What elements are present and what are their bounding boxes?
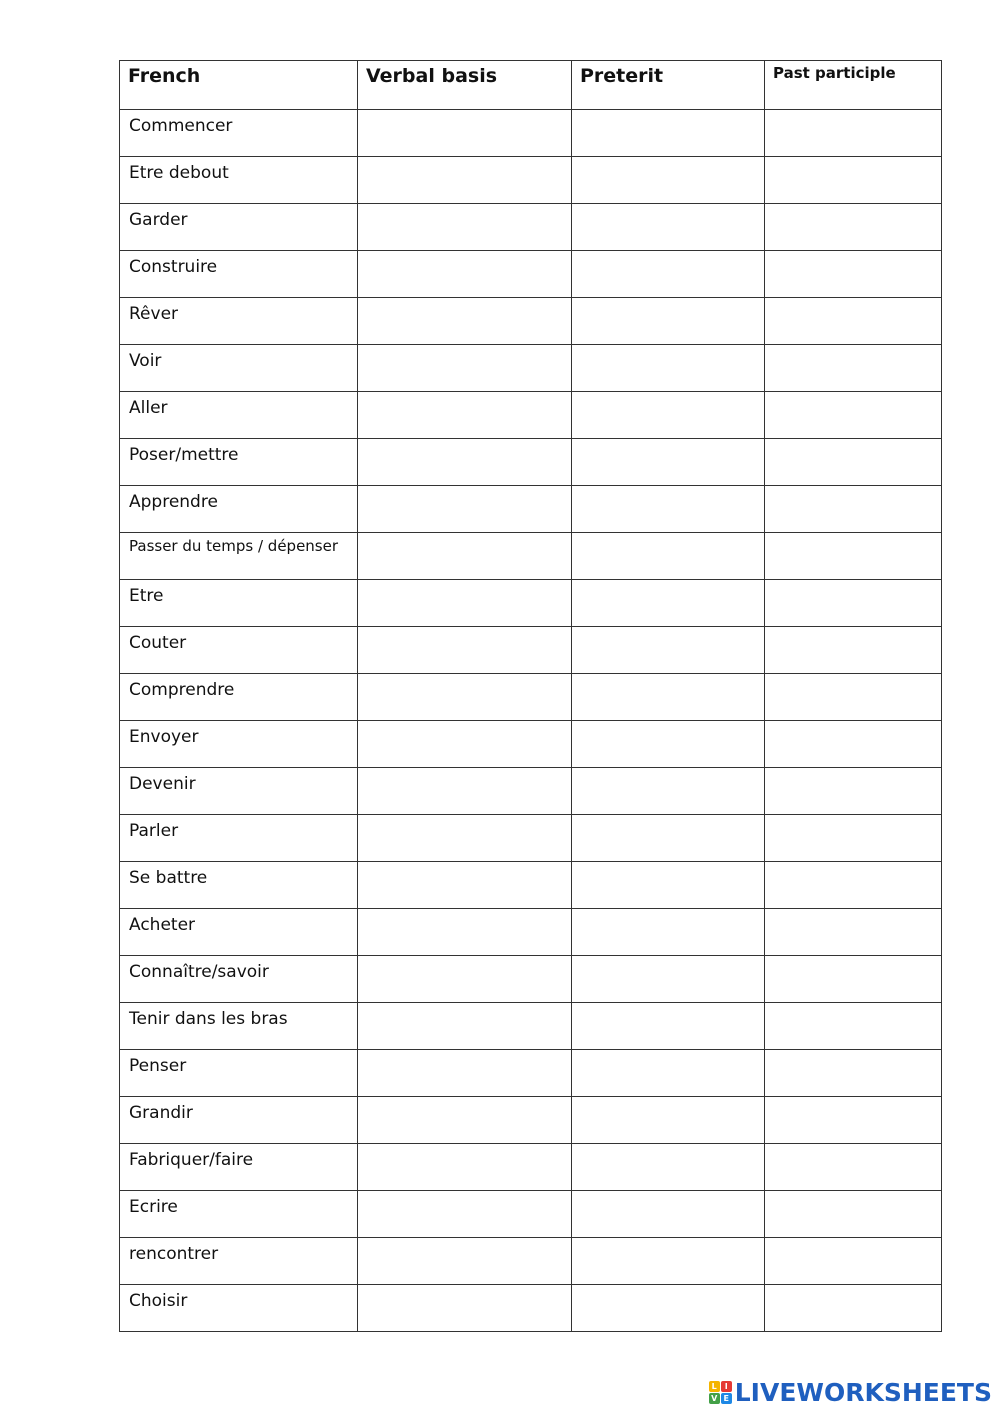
preterit-answer-input[interactable] — [572, 1238, 764, 1284]
verbal-basis-answer-input[interactable] — [358, 439, 571, 485]
table-row — [120, 1238, 942, 1285]
verbal-basis-answer-input[interactable] — [358, 909, 571, 955]
past-participle-cell — [765, 486, 942, 533]
past-participle-answer-input[interactable] — [765, 533, 941, 579]
preterit-cell — [572, 768, 765, 815]
verbal-basis-cell — [358, 298, 572, 345]
past-participle-answer-input[interactable] — [765, 768, 941, 814]
verbal-basis-answer-input[interactable] — [358, 1285, 571, 1331]
verbal-basis-cell — [358, 1050, 572, 1097]
verbal-basis-answer-input[interactable] — [358, 862, 571, 908]
past-participle-cell — [765, 298, 942, 345]
preterit-cell — [572, 1238, 765, 1285]
preterit-cell — [572, 862, 765, 909]
liveworksheets-brand — [709, 1378, 992, 1407]
table-row — [120, 204, 942, 251]
verbal-basis-cell — [358, 815, 572, 862]
preterit-cell — [572, 674, 765, 721]
past-participle-cell — [765, 157, 942, 204]
verbal-basis-answer-input[interactable] — [358, 674, 571, 720]
french-verb-cell: rencontrer — [120, 1238, 358, 1285]
verbal-basis-cell — [358, 1144, 572, 1191]
preterit-answer-input[interactable] — [572, 392, 764, 438]
verbal-basis-cell — [358, 956, 572, 1003]
preterit-answer-input[interactable] — [572, 1097, 764, 1143]
preterit-answer-input[interactable] — [572, 768, 764, 814]
french-verb-cell: Etre — [120, 580, 358, 627]
preterit-answer-input[interactable] — [572, 533, 764, 579]
verbal-basis-cell — [358, 909, 572, 956]
french-verb-cell: Choisir — [120, 1285, 358, 1332]
past-participle-cell — [765, 439, 942, 486]
preterit-cell — [572, 815, 765, 862]
table-row — [120, 157, 942, 204]
past-participle-cell — [765, 1238, 942, 1285]
preterit-answer-input[interactable] — [572, 204, 764, 250]
verbal-basis-cell — [358, 392, 572, 439]
brand-name: LIVEWORKSHEETS — [734, 1378, 992, 1407]
past-participle-answer-input[interactable] — [765, 1003, 941, 1049]
past-participle-cell — [765, 768, 942, 815]
preterit-answer-input[interactable] — [572, 251, 764, 297]
past-participle-cell — [765, 909, 942, 956]
verbal-basis-answer-input[interactable] — [358, 298, 571, 344]
header-verbal-basis: Verbal basis — [358, 61, 572, 110]
past-participle-answer-input[interactable] — [765, 674, 941, 720]
past-participle-cell — [765, 580, 942, 627]
preterit-cell — [572, 580, 765, 627]
past-participle-answer-input[interactable] — [765, 1191, 941, 1237]
preterit-answer-input[interactable] — [572, 627, 764, 673]
verbal-basis-cell — [358, 486, 572, 533]
past-participle-answer-input[interactable] — [765, 1097, 941, 1143]
verbal-basis-answer-input[interactable] — [358, 1191, 571, 1237]
verbal-basis-answer-input[interactable] — [358, 768, 571, 814]
french-verb-cell: Apprendre — [120, 486, 358, 533]
preterit-cell — [572, 392, 765, 439]
past-participle-cell — [765, 1097, 942, 1144]
preterit-answer-input[interactable] — [572, 580, 764, 626]
past-participle-answer-input[interactable] — [765, 439, 941, 485]
french-verb-cell: Fabriquer/faire — [120, 1144, 358, 1191]
verbal-basis-answer-input[interactable] — [358, 1238, 571, 1284]
verbal-basis-cell — [358, 1238, 572, 1285]
past-participle-answer-input[interactable] — [765, 1050, 941, 1096]
preterit-answer-input[interactable] — [572, 1003, 764, 1049]
preterit-cell — [572, 533, 765, 580]
verbal-basis-cell — [358, 1003, 572, 1050]
french-verb-cell: Garder — [120, 204, 358, 251]
preterit-cell — [572, 909, 765, 956]
preterit-answer-input[interactable] — [572, 1144, 764, 1190]
preterit-cell — [572, 956, 765, 1003]
verbal-basis-answer-input[interactable] — [358, 1050, 571, 1096]
past-participle-cell — [765, 533, 942, 580]
table-row — [120, 1003, 942, 1050]
verbal-basis-cell — [358, 721, 572, 768]
table-row — [120, 768, 942, 815]
verbal-basis-cell — [358, 533, 572, 580]
preterit-cell — [572, 1144, 765, 1191]
french-verb-cell: Rêver — [120, 298, 358, 345]
verbal-basis-cell — [358, 768, 572, 815]
preterit-answer-input[interactable] — [572, 721, 764, 767]
verbal-basis-cell — [358, 157, 572, 204]
preterit-cell — [572, 439, 765, 486]
table-row — [120, 533, 942, 580]
past-participle-answer-input[interactable] — [765, 110, 941, 156]
past-participle-answer-input[interactable] — [765, 204, 941, 250]
preterit-cell — [572, 204, 765, 251]
preterit-answer-input[interactable] — [572, 1285, 764, 1331]
preterit-cell — [572, 345, 765, 392]
verbal-basis-answer-input[interactable] — [358, 110, 571, 156]
past-participle-answer-input[interactable] — [765, 1238, 941, 1284]
verbal-basis-answer-input[interactable] — [358, 533, 571, 579]
french-verb-cell: Grandir — [120, 1097, 358, 1144]
verbal-basis-cell — [358, 1097, 572, 1144]
french-verb-cell: Devenir — [120, 768, 358, 815]
verbal-basis-answer-input[interactable] — [358, 580, 571, 626]
french-verb-cell: Aller — [120, 392, 358, 439]
table-row — [120, 439, 942, 486]
past-participle-cell — [765, 1050, 942, 1097]
verbal-basis-answer-input[interactable] — [358, 392, 571, 438]
past-participle-answer-input[interactable] — [765, 909, 941, 955]
preterit-cell — [572, 1191, 765, 1238]
table-row — [120, 1097, 942, 1144]
verbal-basis-answer-input[interactable] — [358, 251, 571, 297]
preterit-answer-input[interactable] — [572, 110, 764, 156]
liveworksheets-logo-icon: L I V E — [709, 1381, 732, 1404]
verbal-basis-answer-input[interactable] — [358, 204, 571, 250]
french-verb-cell: Commencer — [120, 110, 358, 157]
preterit-cell — [572, 1050, 765, 1097]
table-row — [120, 1285, 942, 1332]
table-row — [120, 909, 942, 956]
verbal-basis-answer-input[interactable] — [358, 956, 571, 1002]
preterit-answer-input[interactable] — [572, 486, 764, 532]
preterit-cell — [572, 1003, 765, 1050]
past-participle-answer-input[interactable] — [765, 1144, 941, 1190]
past-participle-answer-input[interactable] — [765, 862, 941, 908]
verbal-basis-answer-input[interactable] — [358, 486, 571, 532]
past-participle-cell — [765, 110, 942, 157]
preterit-answer-input[interactable] — [572, 815, 764, 861]
table-row — [120, 580, 942, 627]
preterit-answer-input[interactable] — [572, 674, 764, 720]
french-verb-cell: Comprendre — [120, 674, 358, 721]
verbal-basis-cell — [358, 1285, 572, 1332]
preterit-answer-input[interactable] — [572, 345, 764, 391]
preterit-cell — [572, 110, 765, 157]
verbal-basis-cell — [358, 1191, 572, 1238]
verbal-basis-answer-input[interactable] — [358, 1144, 571, 1190]
preterit-answer-input[interactable] — [572, 298, 764, 344]
verb-worksheet-table — [119, 60, 942, 1332]
past-participle-answer-input[interactable] — [765, 298, 941, 344]
past-participle-answer-input[interactable] — [765, 956, 941, 1002]
french-verb-cell: Acheter — [120, 909, 358, 956]
preterit-answer-input[interactable] — [572, 862, 764, 908]
verbal-basis-cell — [358, 580, 572, 627]
verbal-basis-answer-input[interactable] — [358, 345, 571, 391]
table-row — [120, 862, 942, 909]
header-row — [120, 61, 942, 110]
verbal-basis-answer-input[interactable] — [358, 627, 571, 673]
past-participle-answer-input[interactable] — [765, 815, 941, 861]
preterit-cell — [572, 157, 765, 204]
table-body — [120, 110, 942, 1332]
table-row — [120, 110, 942, 157]
past-participle-cell — [765, 721, 942, 768]
past-participle-cell — [765, 1285, 942, 1332]
past-participle-answer-input[interactable] — [765, 486, 941, 532]
french-verb-cell: Voir — [120, 345, 358, 392]
past-participle-answer-input[interactable] — [765, 392, 941, 438]
header-french: French — [120, 61, 358, 110]
verbal-basis-cell — [358, 251, 572, 298]
past-participle-cell — [765, 392, 942, 439]
french-verb-cell: Couter — [120, 627, 358, 674]
verbal-basis-cell — [358, 674, 572, 721]
past-participle-answer-input[interactable] — [765, 157, 941, 203]
past-participle-cell — [765, 1003, 942, 1050]
french-verb-cell: Ecrire — [120, 1191, 358, 1238]
french-verb-cell: Tenir dans les bras — [120, 1003, 358, 1050]
past-participle-cell — [765, 674, 942, 721]
verbal-basis-answer-input[interactable] — [358, 721, 571, 767]
table-row — [120, 956, 942, 1003]
past-participle-cell — [765, 815, 942, 862]
preterit-answer-input[interactable] — [572, 157, 764, 203]
past-participle-cell — [765, 345, 942, 392]
table-row — [120, 251, 942, 298]
verbal-basis-cell — [358, 345, 572, 392]
past-participle-answer-input[interactable] — [765, 251, 941, 297]
past-participle-answer-input[interactable] — [765, 1285, 941, 1331]
preterit-answer-input[interactable] — [572, 1191, 764, 1237]
past-participle-answer-input[interactable] — [765, 345, 941, 391]
table-row — [120, 1050, 942, 1097]
french-verb-cell: Parler — [120, 815, 358, 862]
french-verb-cell: Etre debout — [120, 157, 358, 204]
past-participle-cell — [765, 1191, 942, 1238]
verbal-basis-cell — [358, 110, 572, 157]
past-participle-cell — [765, 251, 942, 298]
table-row — [120, 1191, 942, 1238]
preterit-answer-input[interactable] — [572, 439, 764, 485]
preterit-cell — [572, 486, 765, 533]
preterit-cell — [572, 627, 765, 674]
french-verb-cell: Construire — [120, 251, 358, 298]
french-verb-cell: Connaître/savoir — [120, 956, 358, 1003]
preterit-cell — [572, 251, 765, 298]
past-participle-answer-input[interactable] — [765, 627, 941, 673]
french-verb-cell: Envoyer — [120, 721, 358, 768]
verbal-basis-cell — [358, 439, 572, 486]
verbal-basis-answer-input[interactable] — [358, 815, 571, 861]
preterit-cell — [572, 721, 765, 768]
past-participle-cell — [765, 956, 942, 1003]
french-verb-cell: Se battre — [120, 862, 358, 909]
preterit-cell — [572, 1097, 765, 1144]
table-row — [120, 815, 942, 862]
verbal-basis-cell — [358, 627, 572, 674]
preterit-cell — [572, 298, 765, 345]
past-participle-answer-input[interactable] — [765, 721, 941, 767]
verbal-basis-answer-input[interactable] — [358, 157, 571, 203]
verbal-basis-cell — [358, 862, 572, 909]
preterit-cell — [572, 1285, 765, 1332]
french-verb-cell: Poser/mettre — [120, 439, 358, 486]
header-preterit: Preterit — [572, 61, 765, 110]
past-participle-cell — [765, 1144, 942, 1191]
table-row — [120, 486, 942, 533]
preterit-answer-input[interactable] — [572, 909, 764, 955]
french-verb-cell: Passer du temps / dépenser — [120, 533, 358, 580]
past-participle-cell — [765, 627, 942, 674]
french-verb-cell: Penser — [120, 1050, 358, 1097]
verbal-basis-answer-input[interactable] — [358, 1003, 571, 1049]
table-row — [120, 627, 942, 674]
past-participle-answer-input[interactable] — [765, 580, 941, 626]
verbal-basis-answer-input[interactable] — [358, 1097, 571, 1143]
past-participle-cell — [765, 862, 942, 909]
table-row — [120, 1144, 942, 1191]
verbal-basis-cell — [358, 204, 572, 251]
preterit-answer-input[interactable] — [572, 1050, 764, 1096]
table-row — [120, 345, 942, 392]
preterit-answer-input[interactable] — [572, 956, 764, 1002]
table-row — [120, 298, 942, 345]
table-row — [120, 721, 942, 768]
header-past-participle: Past participle — [765, 61, 942, 110]
table-row — [120, 674, 942, 721]
past-participle-cell — [765, 204, 942, 251]
table-row — [120, 392, 942, 439]
